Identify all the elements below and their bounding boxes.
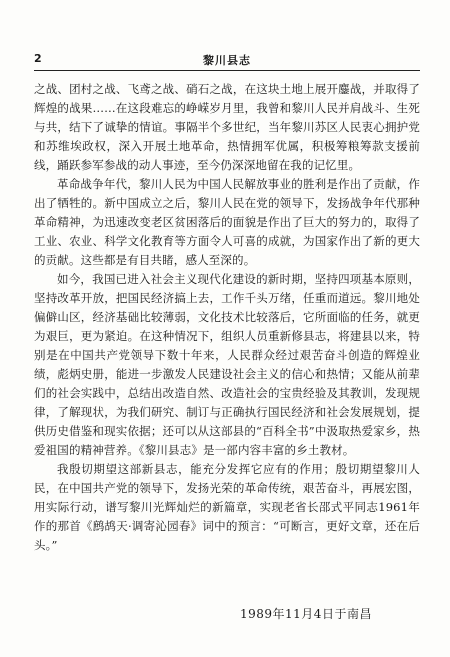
signature-date: 1989年11月4日于南昌 <box>240 607 372 621</box>
paragraph-continued: 之战、团村之战、飞鸢之战、硝石之战，在这块土地上展开鏖战，并取得了辉煌的战果……在这段难忘的峥嵘岁月里，我曾和黎川人民并肩战斗、生死与共，结下了诚挚的情谊。事隔半个多世纪，当年黎川苏区人民衷心拥护党和苏维埃政权，深入开展土地革命，热情拥军优属，积极筹粮筹款支援前线，踊跃参军参战的动人事迹，至今仍深深地留在我的记忆里。 <box>34 82 420 172</box>
paragraph-hope: 我殷切期望这部新县志，能充分发挥它应有的作用；殷切期望黎川人民，在中国共产党的领导下，发扬光荣的革命传统，艰苦奋斗，再展宏图，用实际行动，谱写黎川光辉灿烂的新篇章，实现老省长邵式平同志1961年作的那首《鹧鸪天·调寄沁园春》词中的预言：“可断言，更好文章，还在后头。” <box>34 462 420 552</box>
body-text <box>34 80 420 555</box>
page-header <box>34 52 420 70</box>
running-title: 黎川县志 <box>203 54 251 67</box>
header-rule <box>34 70 420 71</box>
paragraph-revolution: 革命战争年代，黎川人民为中国人民解放事业的胜利是作出了贡献，作出了牺牲的。新中国成立之后，黎川人民在党的领导下，发扬战争年代那种革命精神，为迅速改变老区贫困落后的面貌是作出了巨大的努力的，取得了工业、农业、科学文化教育等方面令人可喜的成就，为国家作出了新的更大的贡献。这些都是有目共睹，感人至深的。 <box>34 177 420 267</box>
paragraph-new-era: 如今，我国已进入社会主义现代化建设的新时期，坚持四项基本原则，坚持改革开放，把国民经济搞上去，工作千头万绪，任重而道远。黎川地处偏僻山区，经济基础比较薄弱，文化技术比较落后，它所面临的任务，就更为艰巨，更为紧迫。在这种情况下，组织人员重新修县志，将建县以来，特别是在中国共产党领导下数十年来，人民群众经过艰苦奋斗创造的辉煌业绩，彪炳史册，能进一步激发人民建设社会主义的信心和热情；又能从前辈们的社会实践中，总结出改造自然、改造社会的宝贵经验及其教训，发现规律，了解现状，为我们研究、制订与正确执行国民经济和社会发展规划，提供历史借鉴和现实依据；还可以从这部县的“百科全书”中汲取热爱家乡，热爱祖国的精神营养。《黎川县志》是一部内容丰富的乡土教材。 <box>34 272 420 457</box>
page-number: 2 <box>34 52 42 65</box>
